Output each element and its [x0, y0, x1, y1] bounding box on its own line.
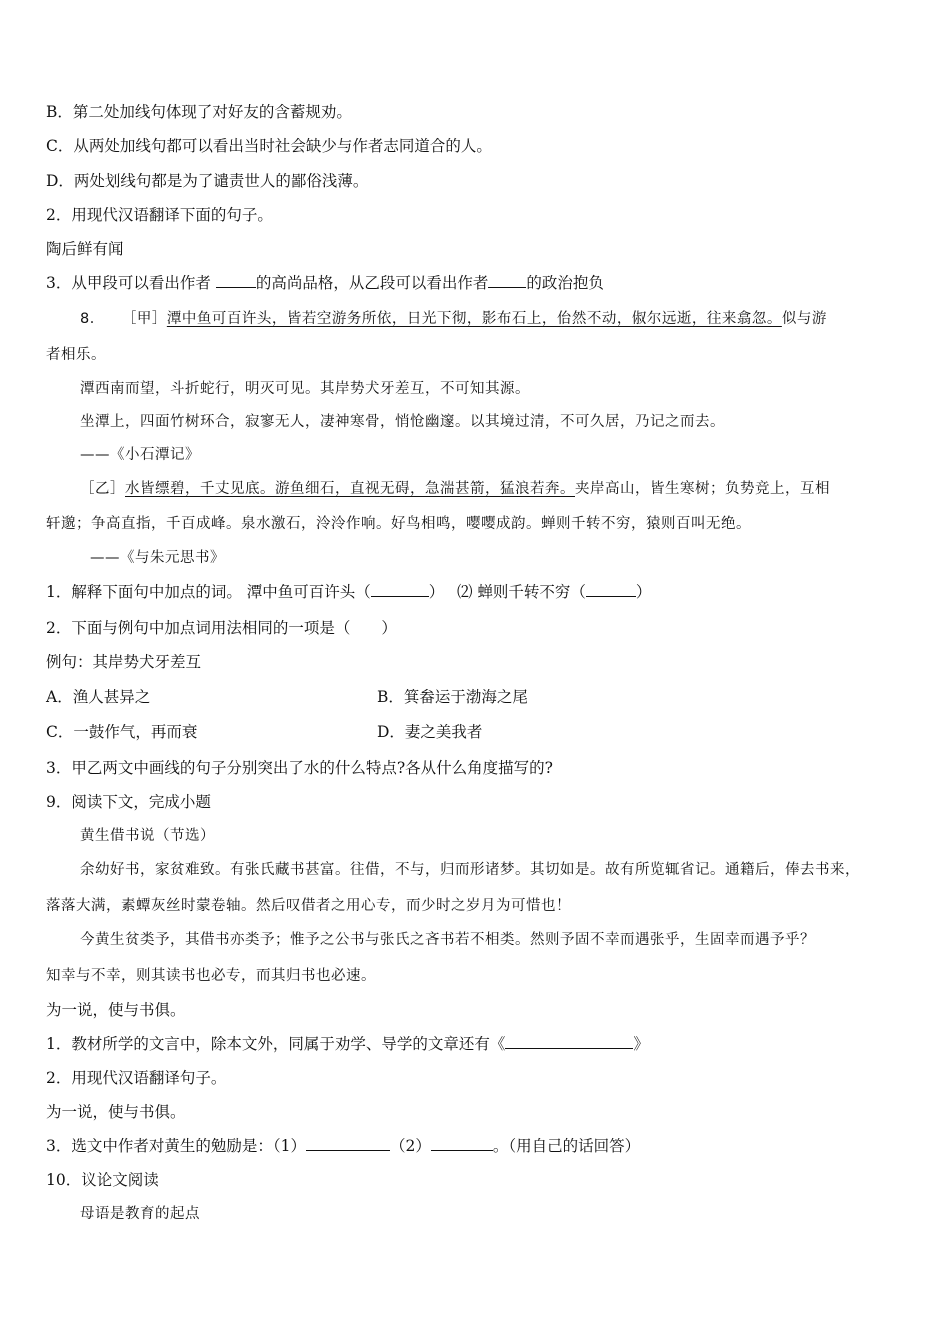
q8-option-d: D．妻之美我者: [377, 723, 483, 741]
q7-sub3: [46, 273, 604, 293]
q8-jia-p3: 坐潭上，四面竹树环合，寂寥无人，凄神寒骨，悄怆幽邃。以其境过清，不可久居，乃记之而去。: [80, 414, 725, 430]
q8-yi-rest1: 夹岸高山，皆生寒树；负势竞上，互相: [575, 481, 830, 497]
q8-source-1: ——《小石潭记》: [80, 447, 200, 463]
q8-yi-tag: ［乙］: [80, 481, 125, 497]
answer-blank[interactable]: [306, 1136, 390, 1151]
q9-sub1-a: 1．教材所学的文言中，除本文外，同属于劝学、导学的文章还有《: [46, 1035, 506, 1053]
q9-sub2: 2．用现代汉语翻译句子。: [46, 1069, 227, 1087]
q9-sub3-b: （2）: [389, 1137, 431, 1155]
q7-sub2: 2．用现代汉语翻译下面的句子。: [46, 206, 273, 224]
q8-example: 例句：其岸势犬牙差互: [46, 653, 202, 671]
answer-blank[interactable]: [488, 273, 526, 288]
q9-sub1-b: 》: [633, 1035, 649, 1053]
q8-yi-underlined: 水皆缥碧，千丈见底。游鱼细石，直视无碍，急湍甚箭，猛浪若奔。: [125, 481, 575, 497]
q8-source-2: ——《与朱元思书》: [90, 550, 225, 566]
q8-option-c: C．一鼓作气，再而衰: [46, 723, 198, 741]
q9-sub1: [46, 1034, 649, 1054]
q7-option-d: D．两处划线句都是为了谴责世人的鄙俗浅薄。: [46, 172, 369, 190]
q9-p2a: 今黄生贫类予，其借书亦类予；惟予之公书与张氏之吝书若不相类。然则予固不幸而遇张乎，生固幸而遇予乎？: [80, 932, 815, 948]
q8-jia-tag: ［甲］: [121, 311, 167, 327]
q7-sentence: 陶后鲜有闻: [46, 240, 124, 258]
q7-sub3-b: 的高尚品格，从乙段可以看出作者: [255, 274, 489, 292]
q9-p2b: 知幸与不幸，则其读书也必专，而其归书也必速。: [46, 968, 376, 984]
q10-heading: 10．议论文阅读: [46, 1171, 159, 1189]
answer-blank[interactable]: [586, 582, 636, 597]
q8-jia-rest2: 者相乐。: [46, 347, 106, 363]
q8-options-row1: [46, 687, 150, 707]
q8-sub2: 2．下面与例句中加点词用法相同的一项是（ ）: [46, 619, 397, 637]
q9-title: 黄生借书说（节选）: [80, 828, 215, 844]
q8-sub1-a: 1．解释下面句中加点的词。 潭中鱼可百许头（: [46, 583, 371, 601]
q8-sub3: 3．甲乙两文中画线的句子分别突出了水的什么特点?各从什么角度描写的?: [46, 759, 553, 777]
q7-sub3-a: 3．从甲段可以看出作者: [46, 274, 211, 292]
q8-sub1-c: ）: [635, 583, 652, 601]
q9-sub3-c: 。（用自己的话回答）: [492, 1137, 641, 1155]
q9-p1a: 余幼好书，家贫难致。有张氏藏书甚富。往借，不与，归而形诸梦。其切如是。故有所览辄省记。通籍后，俸去书来，: [80, 862, 860, 878]
q8-number: 8．: [80, 311, 105, 327]
q8-yi-line1: [80, 479, 830, 499]
q8-sub1-b: ） ⑵ 蝉则千转不穷（: [428, 583, 586, 601]
q9-sub3: [46, 1136, 640, 1156]
q8-option-a: A．渔人甚异之: [46, 688, 151, 706]
q9-sentence: 为一说，使与书俱。: [46, 1103, 186, 1121]
q8-jia-rest1: 似与游: [781, 311, 827, 327]
q7-sub3-c: 的政治抱负: [526, 274, 604, 292]
q8-jia-underlined: 潭中鱼可百许头，皆若空游务所依，日光下彻，影布石上，佁然不动，俶尔远逝，往来翕忽。: [166, 311, 782, 327]
q8-jia-line1: [80, 309, 827, 329]
q8-jia-p2: 潭西南而望，斗折蛇行，明灭可见。其岸势犬牙差互，不可知其源。: [80, 381, 530, 397]
answer-blank[interactable]: [431, 1136, 493, 1151]
q8-sub1: [46, 582, 651, 602]
q8-option-b: B．箕畚运于渤海之尾: [377, 688, 528, 706]
q9-p1b: 落落大满，素蟫灰丝时蒙卷轴。然后叹借者之用心专，而少时之岁月为可惜也！: [46, 898, 571, 914]
q8-yi-rest2: 轩邈；争高直指，千百成峰。泉水激石，泠泠作响。好鸟相鸣，嘤嘤成韵。蝉则千转不穷，猿则百叫无绝。: [46, 516, 751, 532]
q9-heading: 9．阅读下文，完成小题: [46, 793, 211, 811]
q7-option-c: C．从两处加线句都可以看出当时社会缺少与作者志同道合的人。: [46, 137, 492, 155]
answer-blank[interactable]: [371, 582, 429, 597]
q7-option-b: B．第二处加线句体现了对好友的含蓄规劝。: [46, 103, 352, 121]
q10-title: 母语是教育的起点: [80, 1206, 200, 1222]
answer-blank[interactable]: [216, 273, 256, 288]
q9-sub3-a: 3．选文中作者对黄生的勉励是：（1）: [46, 1137, 306, 1155]
q9-line: 为一说，使与书俱。: [46, 1001, 186, 1019]
answer-blank[interactable]: [505, 1034, 633, 1049]
